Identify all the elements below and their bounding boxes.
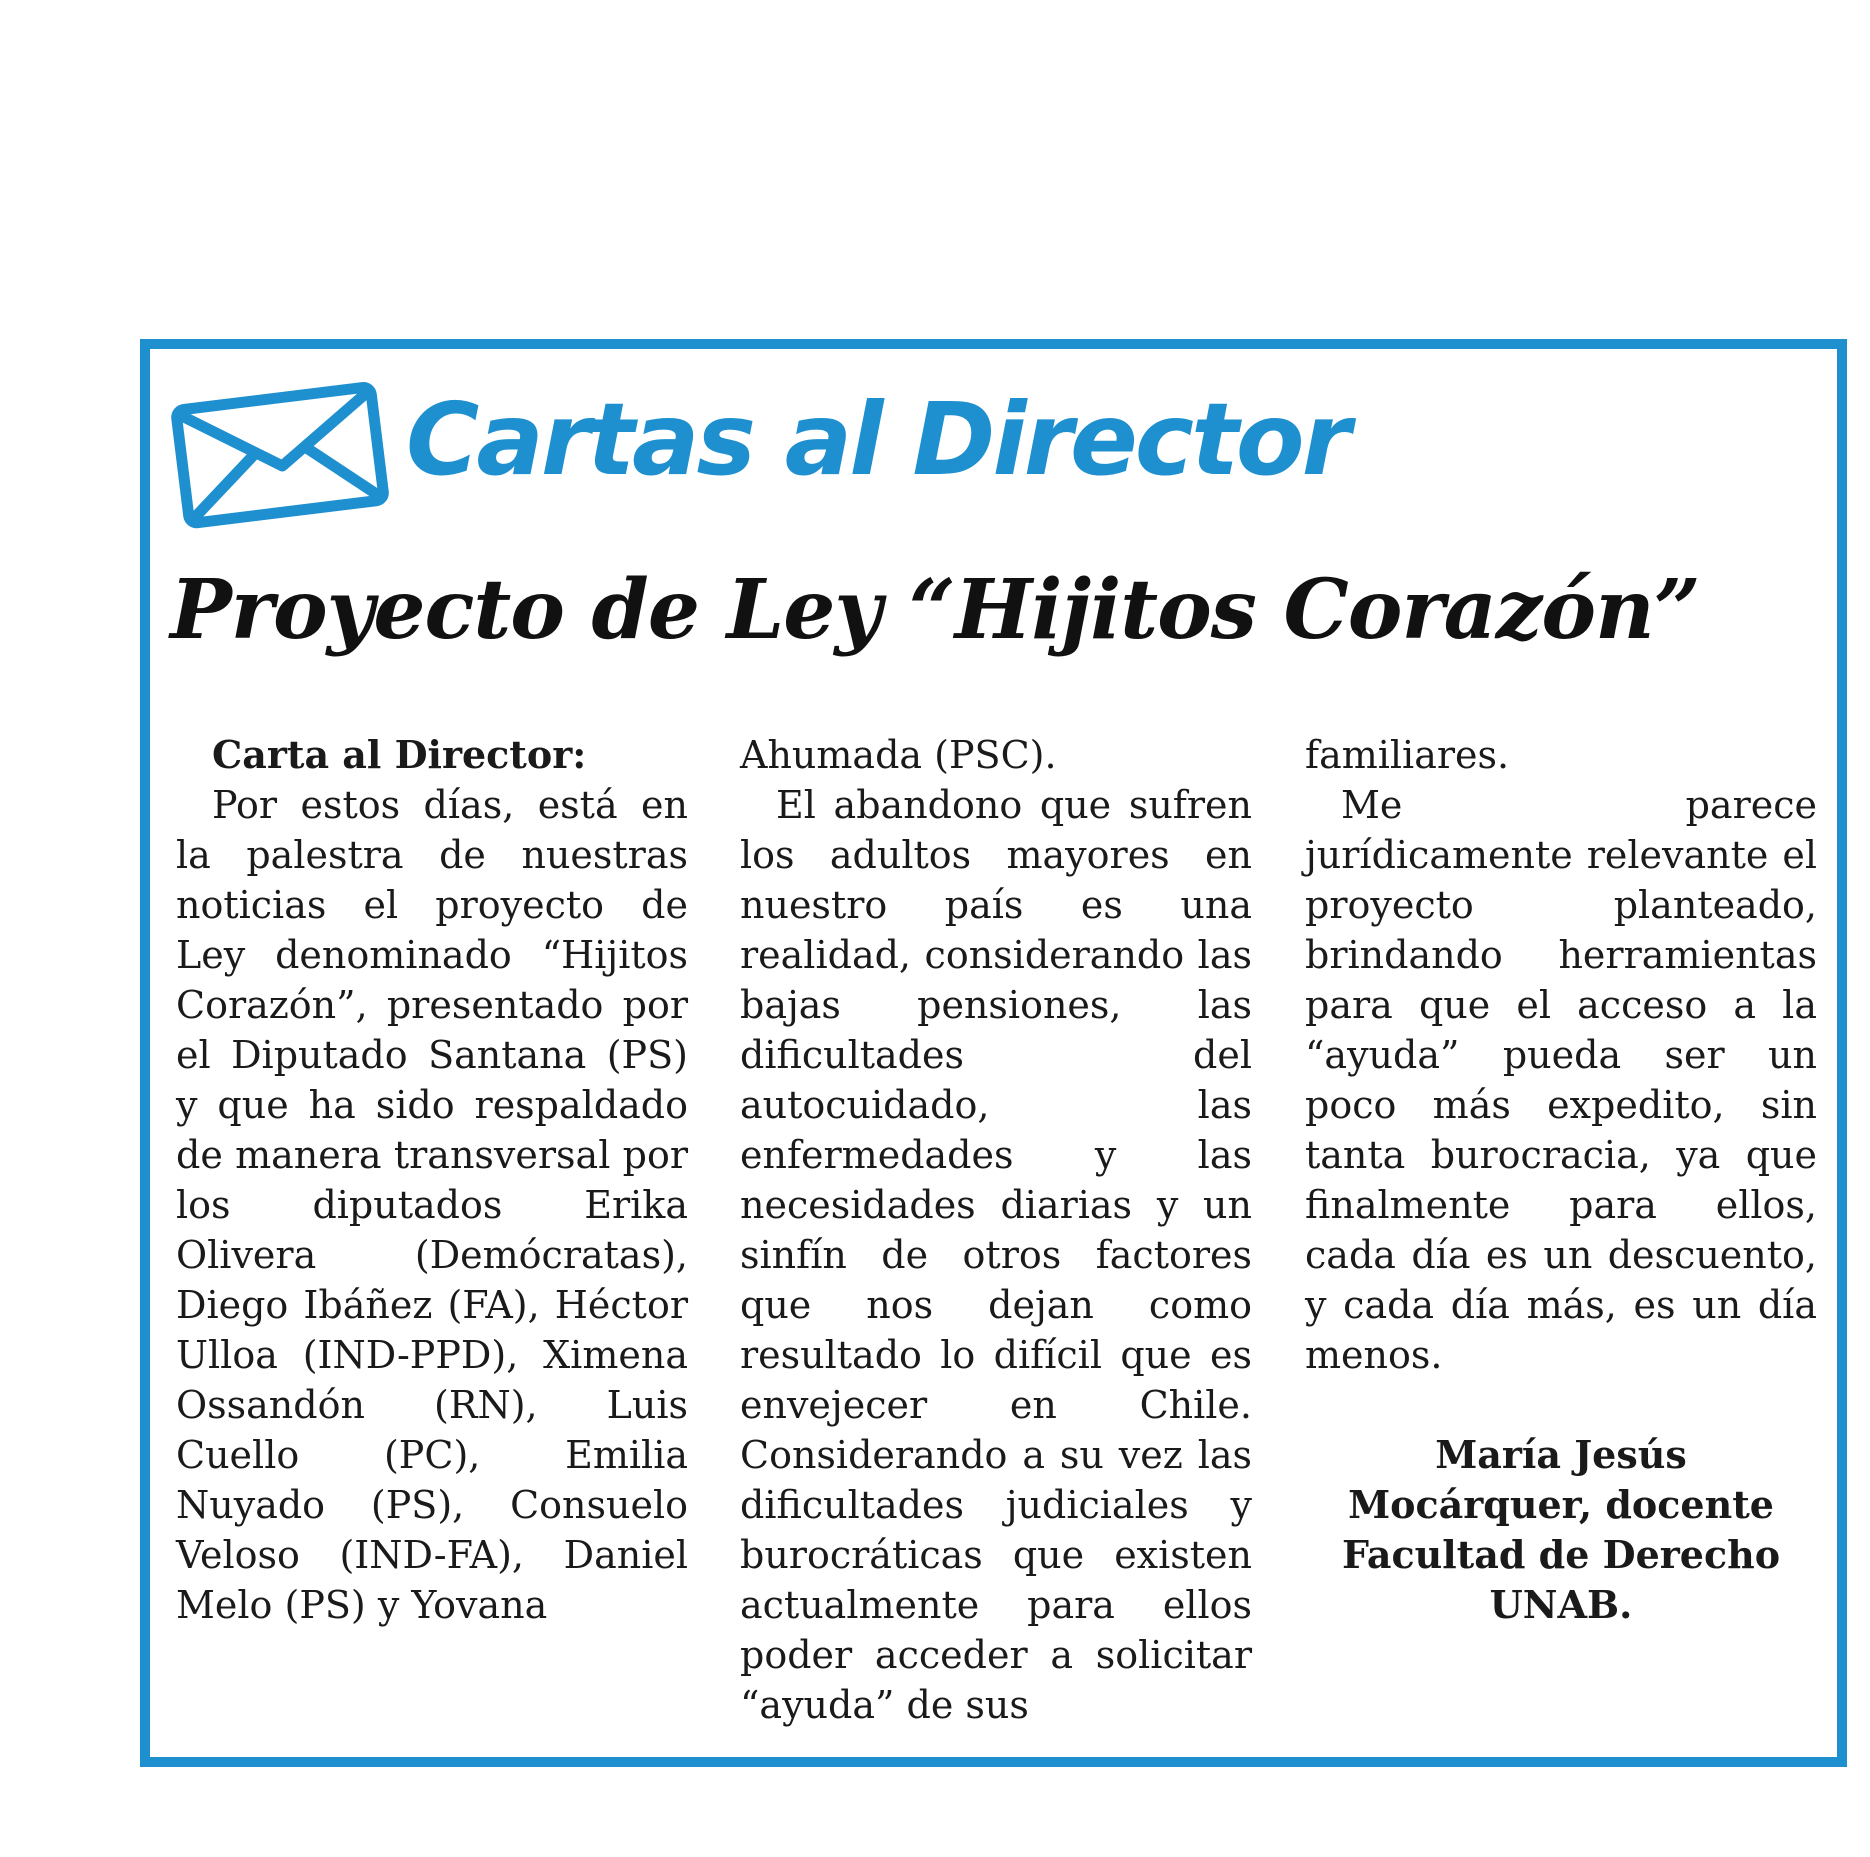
author-signature: María Jesús Mocárquer, docente Facultad de Derecho UNAB. [1341, 1432, 1781, 1627]
paragraph-1: Por estos días, está en la palestra de nuestras noticias el proyecto de Ley denominado “Hijitos Corazón”, presentado por el Diputado Santana (PS) y que ha sido respaldado de manera transversal por los diputados Erika Olivera (Demócratas), Diego Ibáñez (FA), Héctor Ulloa (IND-PPD), Ximena Ossandón (RN), Luis Cuello (PC), Emilia Nuyado (PS), Consuelo Veloso (IND-FA), Daniel Melo (PS) y Yovana [176, 783, 688, 1627]
salutation: Carta al Director: [212, 732, 587, 777]
column-1 [176, 730, 688, 1630]
paragraph-3: Me parece jurídicamente relevante el proyecto planteado, brindando herramientas para que el acceso a la “ayuda” pueda ser un poco más expedito, sin tanta burocracia, ya que finalmente para ellos, cada día es un descuento, y cada día más, es un día menos. [1305, 783, 1817, 1377]
paragraph-2: El abandono que sufren los adultos mayores en nuestro país es una realidad, considerando las bajas pensiones, las dificultades del autocuidado, las enfermedades y las necesidades diarias y un sinfín de otros factores que nos dejan como resultado lo difícil que es envejecer en Chile. Considerando a su vez las dificultades judiciales y burocráticas que existen actualmente para ellos poder acceder a solicitar “ayuda” de sus [740, 783, 1252, 1727]
paragraph-1-continued: Ahumada (PSC). [740, 733, 1057, 777]
column-3 [1305, 730, 1817, 1630]
column-2 [740, 730, 1252, 1730]
section-title: Cartas al Director [406, 381, 1348, 498]
envelope-icon [170, 378, 392, 532]
article-headline: Proyecto de Ley “Hijitos Corazón” [170, 562, 1700, 658]
paragraph-2-continued: familiares. [1305, 733, 1510, 777]
